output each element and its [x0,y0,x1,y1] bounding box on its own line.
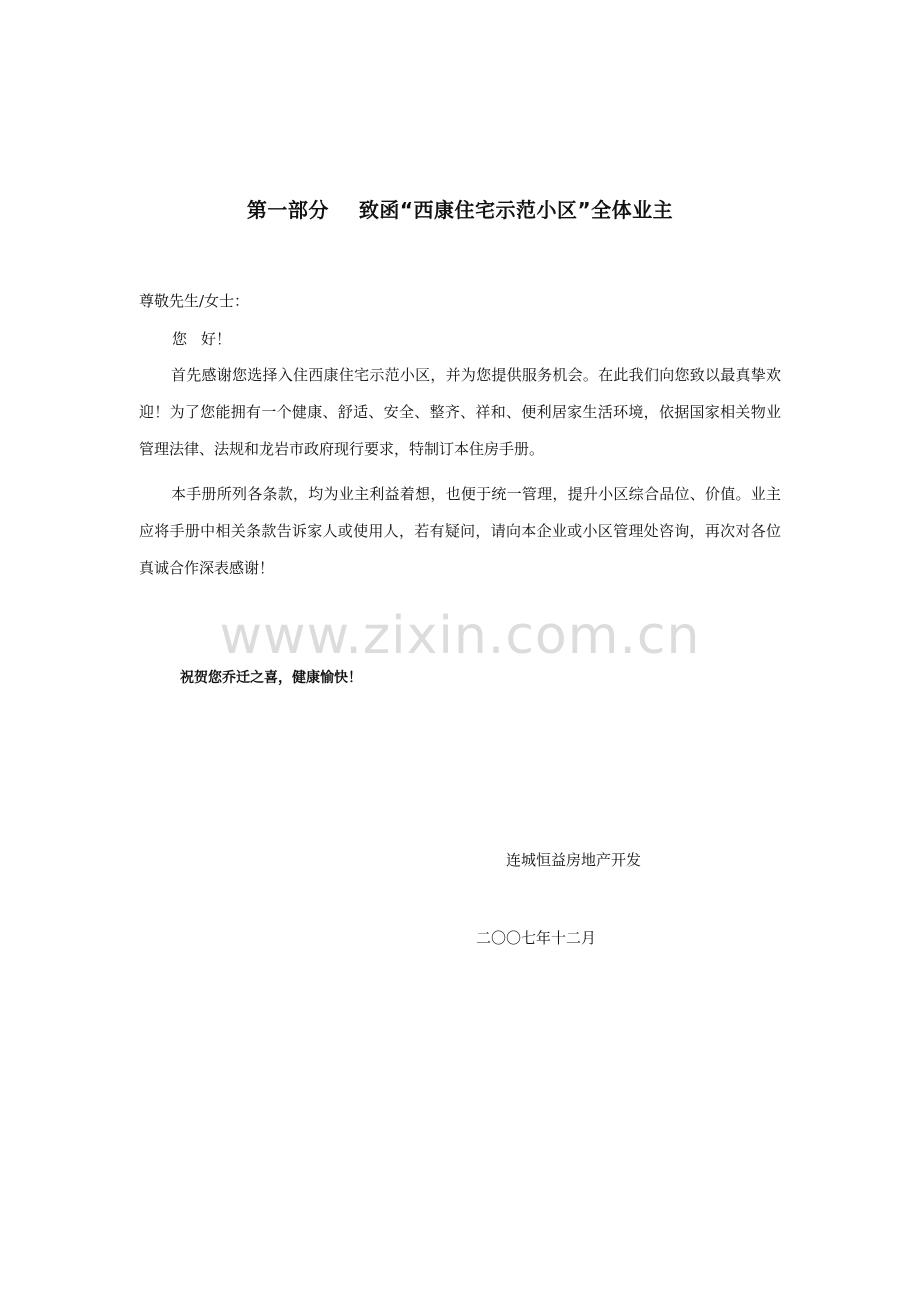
greeting-part-1: 您 [172,330,188,348]
letter-paragraph-2: 本手册所列各条款，均为业主利益着想，也便于统一管理，提升小区综合品位、价值。业主应将手册中相关条款告诉家人或使用人，若有疑问，请向本企业或小区管理处咨询，再次对各位真诚合作深表感谢！ [139,485,781,577]
watermark: www.zixin.com.cn [219,606,701,666]
title-part-label: 第一部分 [246,198,329,222]
letter-wishes: 祝贺您乔迁之喜，健康愉快！ [180,670,362,686]
signature-company: 连城恒益房地产开发 [506,851,642,869]
letter-salutation: 尊敬先生/女士： [139,292,250,310]
page-title [0,194,920,223]
letter-greeting [172,328,231,349]
greeting-part-2: 好！ [201,330,232,348]
signature-date: 二〇〇七年十二月 [476,929,597,947]
title-heading: 致函“西康住宅示范小区”全体业主 [358,198,674,222]
letter-paragraph-1: 首先感谢您选择入住西康住宅示范小区，并为您提供服务机会。在此我们向您致以最真挚欢迎！为了您能拥有一个健康、舒适、安全、整齐、祥和、便利居家生活环境，依据国家相关物业管理法律、法规和龙岩市政府现行要求，特制订本住房手册。 [139,366,781,458]
